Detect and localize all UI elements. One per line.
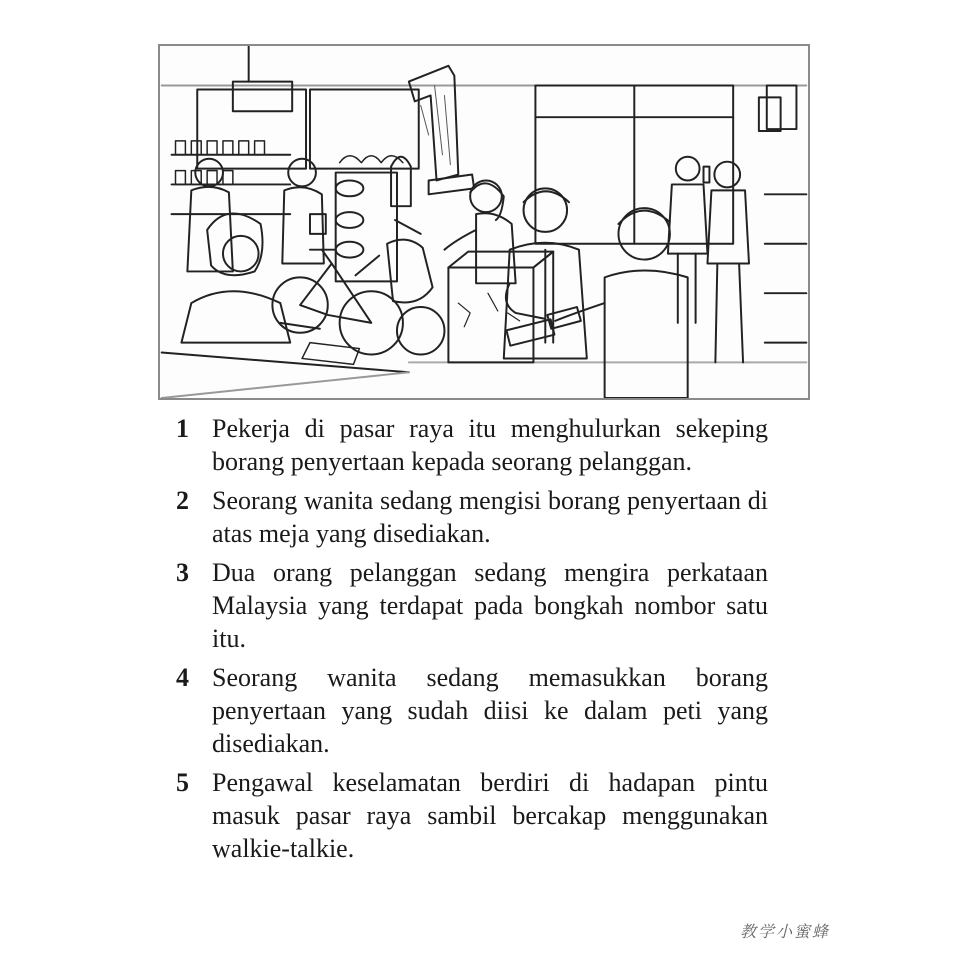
worker-handing-form (504, 188, 587, 358)
sentence-number: 4 (176, 663, 189, 692)
product-stand (336, 157, 411, 282)
sentence-text: Dua orang pelanggan sedang mengira perkataan Malaysia yang terdapat pada bongkah nombor satu itu. (212, 558, 768, 653)
motorcycle (387, 220, 444, 354)
sentence-item (176, 484, 768, 550)
sentence-item (176, 766, 768, 865)
walkie-talkie-icon (704, 167, 710, 183)
sentence-number: 1 (176, 414, 189, 443)
sentence-text: Pekerja di pasar raya itu menghulurkan sekeping borang penyertaan kepada seorang pelanggan. (212, 414, 768, 476)
sentence-text: Seorang wanita sedang mengisi borang penyertaan di atas meja yang disediakan. (212, 486, 768, 548)
sentence-list (176, 412, 768, 871)
supermarket-scene-illustration (158, 44, 810, 400)
sentence-item (176, 412, 768, 478)
entry-box-counter (448, 252, 553, 363)
sentence-text: Seorang wanita sedang memasukkan borang penyertaan yang sudah diisi ke dalam peti yang disediakan. (212, 663, 768, 758)
woman-filling-form (162, 213, 409, 398)
sentence-number: 2 (176, 486, 189, 515)
store-background (162, 46, 807, 362)
customer-receiving-form (555, 208, 687, 398)
watermark: 教学小蜜蜂 (739, 922, 830, 941)
security-guards (668, 157, 749, 363)
bicycle (272, 250, 403, 355)
sentence-number: 3 (176, 558, 189, 587)
sentence-number: 5 (176, 768, 189, 797)
sentence-item (176, 661, 768, 760)
sentence-item (176, 556, 768, 655)
sentence-text: Pengawal keselamatan berdiri di hadapan pintu masuk pasar raya sambil bercakap menggunakan walkie-talkie. (212, 768, 768, 863)
